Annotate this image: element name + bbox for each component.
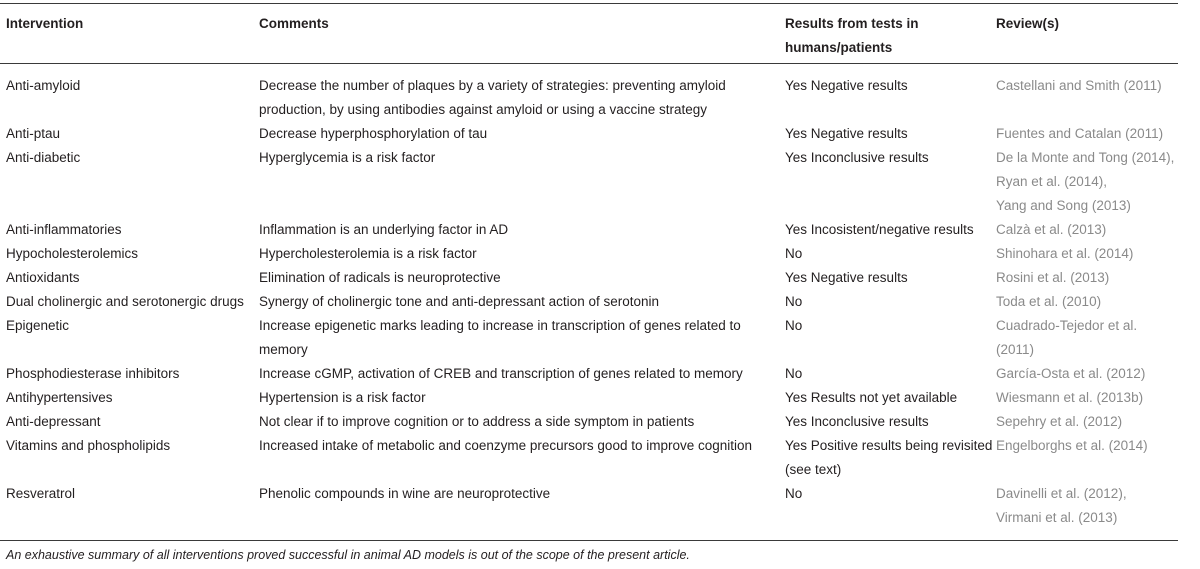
- results-cell: No: [785, 246, 803, 261]
- interventions-table: [0, 4, 1178, 530]
- reviews-cell: Fuentes and Catalan (2011): [996, 126, 1164, 141]
- results-cell: Yes Positive results being revisited (see text): [785, 438, 993, 477]
- table-row: [0, 242, 1178, 266]
- intervention-cell: Anti-diabetic: [6, 150, 81, 165]
- review-citation: Ryan et al. (2014),: [996, 174, 1108, 189]
- table-row: [0, 64, 1178, 122]
- comments-cell: Increase epigenetic marks leading to increase in transcription of genes related to memory: [259, 318, 741, 357]
- results-cell: No: [785, 486, 803, 501]
- results-cell: Yes Inconclusive results: [785, 414, 929, 429]
- comments-cell: Not clear if to improve cognition or to address a side symptom in patients: [259, 414, 695, 429]
- results-cell: Yes Negative results: [785, 126, 908, 141]
- header-results: Results from tests in humans/patients: [785, 16, 919, 55]
- intervention-cell: Anti-ptau: [6, 126, 61, 141]
- review-citation: Virmani et al. (2013): [996, 510, 1118, 525]
- intervention-cell: Vitamins and phospholipids: [6, 438, 171, 453]
- table-row: [0, 482, 1178, 530]
- intervention-cell: Hypocholesterolemics: [6, 246, 139, 261]
- comments-cell: Synergy of cholinergic tone and anti-depressant action of serotonin: [259, 294, 659, 309]
- reviews-cell: Engelborghs et al. (2014): [996, 438, 1148, 453]
- reviews-cell: Sepehry et al. (2012): [996, 414, 1123, 429]
- comments-cell: Hyperglycemia is a risk factor: [259, 150, 436, 165]
- intervention-cell: Epigenetic: [6, 318, 70, 333]
- table-row: [0, 362, 1178, 386]
- comments-cell: Hypercholesterolemia is a risk factor: [259, 246, 477, 261]
- table-row: [0, 290, 1178, 314]
- table-body: [0, 64, 1178, 530]
- table-row: [0, 122, 1178, 146]
- reviews-cell: Shinohara et al. (2014): [996, 246, 1134, 261]
- results-cell: Yes Results not yet available: [785, 390, 958, 405]
- comments-cell: Decrease the number of plaques by a variety of strategies: preventing amyloid production, by using antibodies against amyloid or using a vaccine strategy: [259, 78, 726, 117]
- intervention-cell: Phosphodiesterase inhibitors: [6, 366, 180, 381]
- intervention-cell: Anti-inflammatories: [6, 222, 122, 237]
- intervention-cell: Antioxidants: [6, 270, 80, 285]
- reviews-cell: Castellani and Smith (2011): [996, 78, 1162, 93]
- bottom-rule: [0, 540, 1178, 541]
- reviews-cell: Calzà et al. (2013): [996, 222, 1107, 237]
- header-comments: Comments: [259, 16, 329, 31]
- comments-cell: Phenolic compounds in wine are neuroprotective: [259, 486, 551, 501]
- comments-cell: Decrease hyperphosphorylation of tau: [259, 126, 488, 141]
- table-row: [0, 314, 1178, 362]
- results-cell: Yes Negative results: [785, 78, 908, 93]
- results-cell: Yes Negative results: [785, 270, 908, 285]
- intervention-cell: Anti-depressant: [6, 414, 101, 429]
- comments-cell: Increased intake of metabolic and coenzyme precursors good to improve cognition: [259, 438, 753, 453]
- table-row: [0, 434, 1178, 482]
- reviews-cell: Rosini et al. (2013): [996, 270, 1110, 285]
- comments-cell: Increase cGMP, activation of CREB and transcription of genes related to memory: [259, 366, 743, 381]
- table-header-row: [0, 4, 1178, 64]
- results-cell: Yes Inconclusive results: [785, 150, 929, 165]
- review-citation: Yang and Song (2013): [996, 198, 1131, 213]
- header-reviews: Review(s): [996, 16, 1060, 31]
- results-cell: Yes Incosistent/negative results: [785, 222, 974, 237]
- review-citation: Davinelli et al. (2012),: [996, 486, 1127, 501]
- reviews-cell: Cuadrado-Tejedor et al. (2011): [996, 318, 1138, 357]
- table-footnote: An exhaustive summary of all interventions proved successful in animal AD models is out of the scope of the present article.: [6, 548, 690, 562]
- table-row: [0, 410, 1178, 434]
- intervention-cell: Resveratrol: [6, 486, 76, 501]
- results-cell: No: [785, 366, 803, 381]
- comments-cell: Inflammation is an underlying factor in AD: [259, 222, 509, 237]
- header-intervention: Intervention: [6, 16, 84, 31]
- table-row: [0, 266, 1178, 290]
- review-citation: De la Monte and Tong (2014),: [996, 150, 1175, 165]
- table-row: [0, 146, 1178, 218]
- reviews-cell: Toda et al. (2010): [996, 294, 1102, 309]
- comments-cell: Hypertension is a risk factor: [259, 390, 426, 405]
- intervention-cell: Anti-amyloid: [6, 78, 81, 93]
- reviews-cell: [996, 146, 1178, 218]
- reviews-cell: García-Osta et al. (2012): [996, 366, 1146, 381]
- reviews-cell: [996, 482, 1178, 530]
- table-row: [0, 218, 1178, 242]
- intervention-cell: Dual cholinergic and serotonergic drugs: [6, 294, 244, 309]
- results-cell: No: [785, 294, 803, 309]
- table-row: [0, 386, 1178, 410]
- intervention-cell: Antihypertensives: [6, 390, 113, 405]
- results-cell: No: [785, 318, 803, 333]
- reviews-cell: Wiesmann et al. (2013b): [996, 390, 1144, 405]
- comments-cell: Elimination of radicals is neuroprotective: [259, 270, 501, 285]
